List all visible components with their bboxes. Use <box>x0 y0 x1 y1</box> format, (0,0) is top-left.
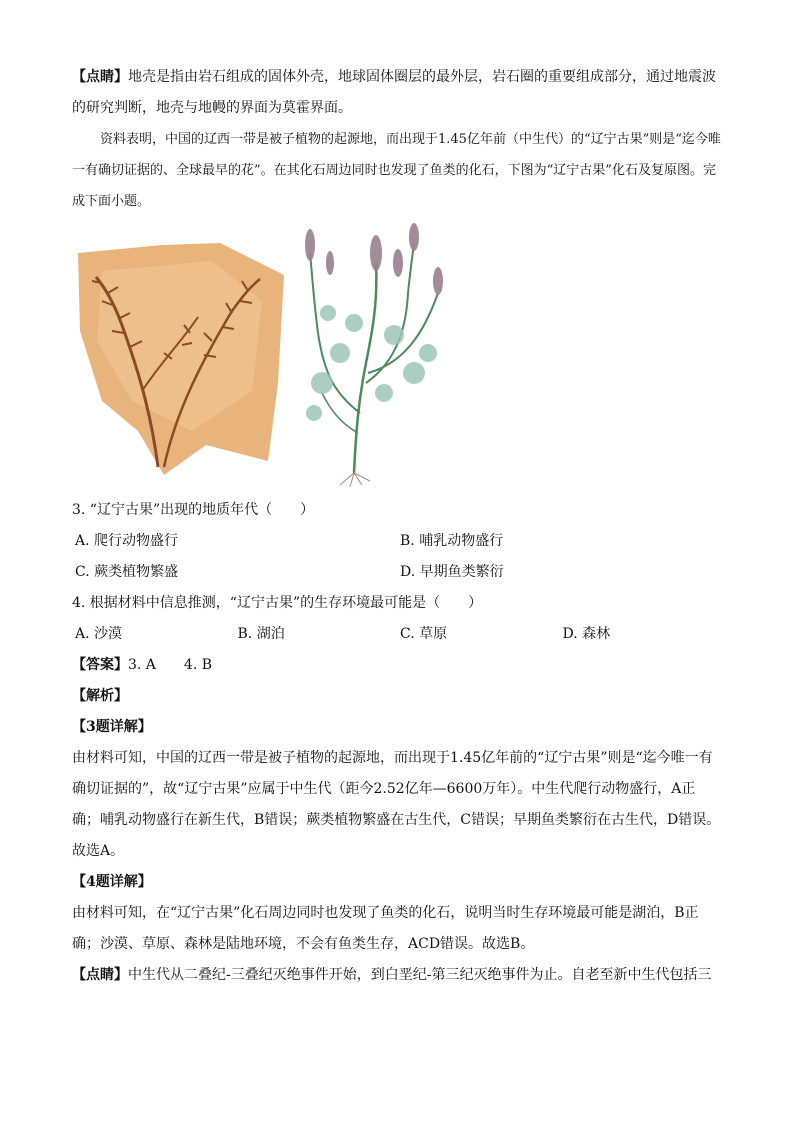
detail4-text: 由材料可知，在“辽宁古果”化石周边同时也发现了鱼类的化石，说明当时生存环境最可能是湖泊，B正确；沙漠、草原、森林是陆地环境，不会有鱼类生存，ACD错误。故选B。 <box>72 905 699 952</box>
q3-stem: 3. “辽宁古果”出现的地质年代（ ） <box>72 502 315 518</box>
plant-reconstruction-image <box>294 223 454 487</box>
figure <box>72 223 722 491</box>
detail4-tag: 【4题详解】 <box>72 874 152 890</box>
note2-paragraph <box>72 960 722 991</box>
q4-option-d: D. 森林 <box>562 626 611 642</box>
detail3-tag: 【3题详解】 <box>72 719 152 735</box>
note2-text: 中生代从二叠纪-三叠纪灭绝事件开始，到白垩纪-第三纪灭绝事件为止。自老至新中生代包括三 <box>128 967 712 983</box>
note1-tag: 【点睛】 <box>72 69 128 85</box>
q4-stem: 4. 根据材料中信息推测，“辽宁古果”的生存环境最可能是（ ） <box>72 595 483 611</box>
material-paragraph: 资料表明，中国的辽西一带是被子植物的起源地，而出现于1.45亿年前（中生代）的“辽宁古果”则是“迄今唯一有确切证据的、全球最早的花”。在其化石周边同时也发现了鱼类的化石，下图为“辽宁古果”化石及复原图。完成下面小题。 <box>72 132 721 209</box>
q4-option-a: A. 沙漠 <box>75 626 123 642</box>
note1-text: 地壳是指由岩石组成的固体外壳，地球固体圈层的最外层，岩石圈的重要组成部分，通过地震波的研究判断，地壳与地幔的界面为莫霍界面。 <box>72 69 716 116</box>
q3-options-row2 <box>72 557 722 588</box>
document-page <box>72 62 722 991</box>
q4-option-c: C. 草原 <box>400 626 448 642</box>
q3-option-c: C. 蕨类植物繁盛 <box>75 564 179 580</box>
note1-paragraph <box>72 62 722 124</box>
q3-option-a: A. 爬行动物盛行 <box>75 533 179 549</box>
answer-line <box>72 650 722 681</box>
q4-option-b: B. 湖泊 <box>237 626 285 642</box>
q3-options-row1 <box>72 526 722 557</box>
answer-4: 4. B <box>183 657 213 673</box>
q4-options-row <box>72 619 722 650</box>
answer-tag: 【答案】 <box>72 657 128 673</box>
q3-option-d: D. 早期鱼类繁衍 <box>400 564 504 580</box>
detail3-text: 由材料可知，中国的辽西一带是被子植物的起源地，而出现于1.45亿年前的“辽宁古果”则是“迄今唯一有确切证据的”，故“辽宁古果”应属于中生代（距今2.52亿年—6600万年）。中生代爬行动物盛行，A正确；哺乳动物盛行在新生代，B错误；蕨类植物繁盛在古生代，C错误；早期鱼类繁衍在古生代，D错误。故选A。 <box>72 750 721 859</box>
note2-tag: 【点睛】 <box>72 967 128 983</box>
answer-3: 3. A <box>128 657 156 673</box>
analysis-tag: 【解析】 <box>72 688 128 704</box>
fossil-image <box>72 241 294 481</box>
q3-option-b: B. 哺乳动物盛行 <box>400 533 504 549</box>
